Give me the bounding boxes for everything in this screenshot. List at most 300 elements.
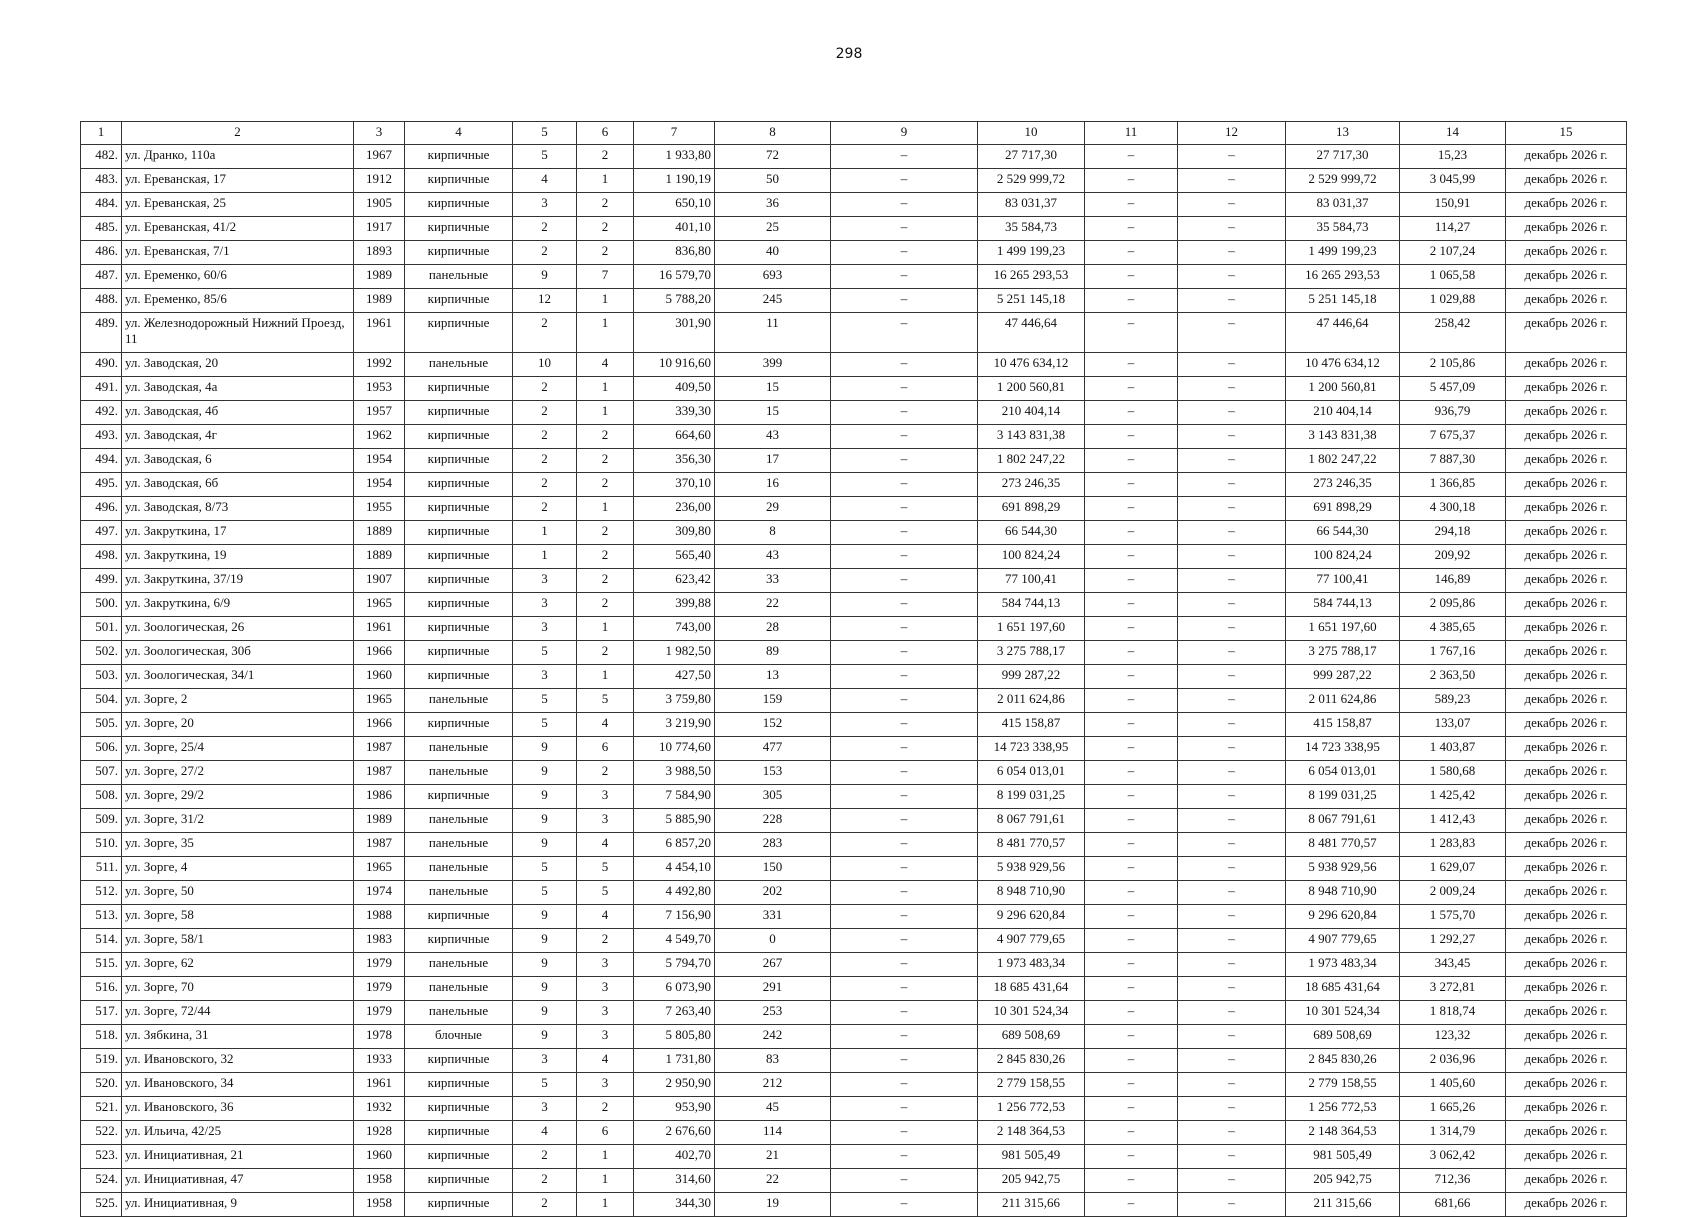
cost-total-cell: 100 824,24: [978, 545, 1085, 569]
deadline-cell: декабрь 2026 г.: [1506, 785, 1627, 809]
cost-per-m2-cell: 1 425,42: [1400, 785, 1506, 809]
deadline-cell: декабрь 2026 г.: [1506, 833, 1627, 857]
cost-col9-cell: –: [831, 929, 978, 953]
year-built-cell: 1907: [354, 569, 405, 593]
residents-cell: 16: [715, 473, 831, 497]
cost-col13-cell: 691 898,29: [1286, 497, 1400, 521]
residents-cell: 267: [715, 953, 831, 977]
residents-cell: 22: [715, 1169, 831, 1193]
cost-col13-cell: 18 685 431,64: [1286, 977, 1400, 1001]
year-built-cell: 1958: [354, 1193, 405, 1217]
cost-col12-cell: –: [1178, 929, 1286, 953]
area-cell: 4 454,10: [634, 857, 715, 881]
area-cell: 1 933,80: [634, 145, 715, 169]
cost-col12-cell: –: [1178, 1025, 1286, 1049]
cost-col13-cell: 1 499 199,23: [1286, 241, 1400, 265]
year-built-cell: 1960: [354, 665, 405, 689]
cost-col13-cell: 4 907 779,65: [1286, 929, 1400, 953]
entrances-cell: 2: [577, 425, 634, 449]
wall-material-cell: панельные: [405, 953, 513, 977]
cost-total-cell: 1 651 197,60: [978, 617, 1085, 641]
table-row: [81, 641, 1627, 665]
column-header-4: 4: [405, 122, 513, 145]
residents-cell: 291: [715, 977, 831, 1001]
cost-col13-cell: 10 301 524,34: [1286, 1001, 1400, 1025]
residents-cell: 150: [715, 857, 831, 881]
cost-col12-cell: –: [1178, 977, 1286, 1001]
cost-total-cell: 5 938 929,56: [978, 857, 1085, 881]
cost-col11-cell: –: [1085, 545, 1178, 569]
cost-col12-cell: –: [1178, 689, 1286, 713]
wall-material-cell: панельные: [405, 265, 513, 289]
residents-cell: 43: [715, 425, 831, 449]
row-number-cell: 516.: [81, 977, 122, 1001]
column-header-14: 14: [1400, 122, 1506, 145]
entrances-cell: 5: [577, 857, 634, 881]
cost-total-cell: 8 948 710,90: [978, 881, 1085, 905]
row-number-cell: 498.: [81, 545, 122, 569]
area-cell: 5 885,90: [634, 809, 715, 833]
cost-col13-cell: 1 256 772,53: [1286, 1097, 1400, 1121]
entrances-cell: 6: [577, 1121, 634, 1145]
entrances-cell: 2: [577, 761, 634, 785]
cost-col13-cell: 8 067 791,61: [1286, 809, 1400, 833]
year-built-cell: 1983: [354, 929, 405, 953]
residents-cell: 477: [715, 737, 831, 761]
cost-col13-cell: 210 404,14: [1286, 401, 1400, 425]
cost-col12-cell: –: [1178, 169, 1286, 193]
cost-col13-cell: 77 100,41: [1286, 569, 1400, 593]
address-cell: ул. Заводская, 4г: [122, 425, 354, 449]
cost-col13-cell: 27 717,30: [1286, 145, 1400, 169]
cost-total-cell: 47 446,64: [978, 313, 1085, 353]
cost-col9-cell: –: [831, 1097, 978, 1121]
address-cell: ул. Инициативная, 47: [122, 1169, 354, 1193]
cost-col13-cell: 1 651 197,60: [1286, 617, 1400, 641]
column-header-13: 13: [1286, 122, 1400, 145]
column-header-3: 3: [354, 122, 405, 145]
cost-col9-cell: –: [831, 1073, 978, 1097]
cost-col9-cell: –: [831, 833, 978, 857]
table-row: [81, 217, 1627, 241]
cost-col11-cell: –: [1085, 241, 1178, 265]
residents-cell: 399: [715, 353, 831, 377]
table-row: [81, 785, 1627, 809]
floors-cell: 12: [513, 289, 577, 313]
cost-col9-cell: –: [831, 761, 978, 785]
wall-material-cell: кирпичные: [405, 425, 513, 449]
floors-cell: 2: [513, 1169, 577, 1193]
wall-material-cell: кирпичные: [405, 473, 513, 497]
floors-cell: 5: [513, 713, 577, 737]
floors-cell: 9: [513, 809, 577, 833]
cost-col9-cell: –: [831, 569, 978, 593]
cost-col9-cell: –: [831, 665, 978, 689]
cost-col12-cell: –: [1178, 857, 1286, 881]
row-number-cell: 486.: [81, 241, 122, 265]
floors-cell: 9: [513, 905, 577, 929]
cost-col12-cell: –: [1178, 449, 1286, 473]
wall-material-cell: кирпичные: [405, 217, 513, 241]
column-header-2: 2: [122, 122, 354, 145]
floors-cell: 2: [513, 217, 577, 241]
address-cell: ул. Зорге, 70: [122, 977, 354, 1001]
row-number-cell: 504.: [81, 689, 122, 713]
cost-col9-cell: –: [831, 313, 978, 353]
address-cell: ул. Ереванская, 17: [122, 169, 354, 193]
cost-col9-cell: –: [831, 953, 978, 977]
cost-col11-cell: –: [1085, 521, 1178, 545]
cost-col13-cell: 35 584,73: [1286, 217, 1400, 241]
cost-col11-cell: –: [1085, 193, 1178, 217]
entrances-cell: 4: [577, 353, 634, 377]
area-cell: 650,10: [634, 193, 715, 217]
deadline-cell: декабрь 2026 г.: [1506, 977, 1627, 1001]
address-cell: ул. Еременко, 85/6: [122, 289, 354, 313]
cost-col12-cell: –: [1178, 353, 1286, 377]
cost-per-m2-cell: 712,36: [1400, 1169, 1506, 1193]
column-header-10: 10: [978, 122, 1085, 145]
residents-cell: 89: [715, 641, 831, 665]
floors-cell: 5: [513, 641, 577, 665]
cost-col11-cell: –: [1085, 425, 1178, 449]
table-row: [81, 593, 1627, 617]
deadline-cell: декабрь 2026 г.: [1506, 905, 1627, 929]
row-number-cell: 518.: [81, 1025, 122, 1049]
cost-total-cell: 999 287,22: [978, 665, 1085, 689]
cost-col9-cell: –: [831, 473, 978, 497]
table-row: [81, 425, 1627, 449]
row-number-cell: 523.: [81, 1145, 122, 1169]
area-cell: 10 774,60: [634, 737, 715, 761]
cost-per-m2-cell: 589,23: [1400, 689, 1506, 713]
table-row: [81, 1073, 1627, 1097]
cost-col9-cell: –: [831, 377, 978, 401]
entrances-cell: 3: [577, 1025, 634, 1049]
column-header-12: 12: [1178, 122, 1286, 145]
cost-col11-cell: –: [1085, 641, 1178, 665]
cost-col12-cell: –: [1178, 1073, 1286, 1097]
entrances-cell: 3: [577, 977, 634, 1001]
cost-col13-cell: 999 287,22: [1286, 665, 1400, 689]
deadline-cell: декабрь 2026 г.: [1506, 1097, 1627, 1121]
wall-material-cell: кирпичные: [405, 617, 513, 641]
entrances-cell: 5: [577, 881, 634, 905]
table-row: [81, 665, 1627, 689]
floors-cell: 2: [513, 497, 577, 521]
cost-total-cell: 205 942,75: [978, 1169, 1085, 1193]
address-cell: ул. Зорге, 25/4: [122, 737, 354, 761]
area-cell: 344,30: [634, 1193, 715, 1217]
cost-total-cell: 689 508,69: [978, 1025, 1085, 1049]
floors-cell: 9: [513, 977, 577, 1001]
floors-cell: 9: [513, 761, 577, 785]
cost-col12-cell: –: [1178, 241, 1286, 265]
area-cell: 3 988,50: [634, 761, 715, 785]
cost-col9-cell: –: [831, 1193, 978, 1217]
row-number-cell: 484.: [81, 193, 122, 217]
table-row: [81, 145, 1627, 169]
cost-per-m2-cell: 1 575,70: [1400, 905, 1506, 929]
entrances-cell: 1: [577, 377, 634, 401]
wall-material-cell: кирпичные: [405, 193, 513, 217]
entrances-cell: 2: [577, 217, 634, 241]
table-row: [81, 449, 1627, 473]
row-number-cell: 483.: [81, 169, 122, 193]
cost-total-cell: 691 898,29: [978, 497, 1085, 521]
cost-col13-cell: 3 275 788,17: [1286, 641, 1400, 665]
cost-col11-cell: –: [1085, 929, 1178, 953]
table-row: [81, 713, 1627, 737]
row-number-cell: 500.: [81, 593, 122, 617]
cost-per-m2-cell: 2 036,96: [1400, 1049, 1506, 1073]
cost-col12-cell: –: [1178, 313, 1286, 353]
row-number-cell: 513.: [81, 905, 122, 929]
cost-total-cell: 77 100,41: [978, 569, 1085, 593]
cost-per-m2-cell: 936,79: [1400, 401, 1506, 425]
table-row: [81, 1169, 1627, 1193]
table-row: [81, 569, 1627, 593]
table-row: [81, 545, 1627, 569]
residents-cell: 25: [715, 217, 831, 241]
row-number-cell: 520.: [81, 1073, 122, 1097]
cost-col13-cell: 8 948 710,90: [1286, 881, 1400, 905]
cost-per-m2-cell: 114,27: [1400, 217, 1506, 241]
cost-col9-cell: –: [831, 857, 978, 881]
residents-cell: 253: [715, 1001, 831, 1025]
cost-total-cell: 18 685 431,64: [978, 977, 1085, 1001]
cost-col11-cell: –: [1085, 377, 1178, 401]
cost-col11-cell: –: [1085, 449, 1178, 473]
year-built-cell: 1989: [354, 289, 405, 313]
floors-cell: 3: [513, 569, 577, 593]
cost-per-m2-cell: 1 767,16: [1400, 641, 1506, 665]
cost-per-m2-cell: 1 283,83: [1400, 833, 1506, 857]
cost-col11-cell: –: [1085, 785, 1178, 809]
residents-cell: 242: [715, 1025, 831, 1049]
cost-col12-cell: –: [1178, 833, 1286, 857]
year-built-cell: 1987: [354, 761, 405, 785]
entrances-cell: 2: [577, 473, 634, 497]
entrances-cell: 7: [577, 265, 634, 289]
cost-total-cell: 10 476 634,12: [978, 353, 1085, 377]
row-number-cell: 489.: [81, 313, 122, 353]
cost-col11-cell: –: [1085, 497, 1178, 521]
address-cell: ул. Закруткина, 19: [122, 545, 354, 569]
row-number-cell: 517.: [81, 1001, 122, 1025]
area-cell: 743,00: [634, 617, 715, 641]
area-cell: 10 916,60: [634, 353, 715, 377]
cost-total-cell: 9 296 620,84: [978, 905, 1085, 929]
cost-col12-cell: –: [1178, 521, 1286, 545]
cost-per-m2-cell: 3 062,42: [1400, 1145, 1506, 1169]
entrances-cell: 5: [577, 689, 634, 713]
deadline-cell: декабрь 2026 г.: [1506, 313, 1627, 353]
wall-material-cell: кирпичные: [405, 449, 513, 473]
wall-material-cell: кирпичные: [405, 929, 513, 953]
column-header-5: 5: [513, 122, 577, 145]
year-built-cell: 1954: [354, 473, 405, 497]
wall-material-cell: панельные: [405, 689, 513, 713]
area-cell: 2 950,90: [634, 1073, 715, 1097]
cost-col11-cell: –: [1085, 313, 1178, 353]
cost-col9-cell: –: [831, 497, 978, 521]
row-number-cell: 507.: [81, 761, 122, 785]
cost-col11-cell: –: [1085, 1169, 1178, 1193]
cost-col11-cell: –: [1085, 977, 1178, 1001]
year-built-cell: 1917: [354, 217, 405, 241]
wall-material-cell: кирпичные: [405, 377, 513, 401]
year-built-cell: 1978: [354, 1025, 405, 1049]
residents-cell: 212: [715, 1073, 831, 1097]
wall-material-cell: панельные: [405, 833, 513, 857]
deadline-cell: декабрь 2026 г.: [1506, 593, 1627, 617]
deadline-cell: декабрь 2026 г.: [1506, 1121, 1627, 1145]
residents-cell: 0: [715, 929, 831, 953]
cost-total-cell: 35 584,73: [978, 217, 1085, 241]
cost-col13-cell: 2 148 364,53: [1286, 1121, 1400, 1145]
entrances-cell: 2: [577, 593, 634, 617]
entrances-cell: 4: [577, 1049, 634, 1073]
floors-cell: 9: [513, 929, 577, 953]
address-cell: ул. Зябкина, 31: [122, 1025, 354, 1049]
residents-cell: 36: [715, 193, 831, 217]
table-row: [81, 929, 1627, 953]
table-body: [81, 145, 1627, 1217]
row-number-cell: 496.: [81, 497, 122, 521]
row-number-cell: 487.: [81, 265, 122, 289]
address-cell: ул. Зорге, 62: [122, 953, 354, 977]
cost-col12-cell: –: [1178, 473, 1286, 497]
wall-material-cell: кирпичные: [405, 641, 513, 665]
cost-col12-cell: –: [1178, 713, 1286, 737]
deadline-cell: декабрь 2026 г.: [1506, 689, 1627, 713]
deadline-cell: декабрь 2026 г.: [1506, 737, 1627, 761]
deadline-cell: декабрь 2026 г.: [1506, 521, 1627, 545]
table-header: [81, 122, 1627, 145]
cost-col12-cell: –: [1178, 881, 1286, 905]
entrances-cell: 6: [577, 737, 634, 761]
entrances-cell: 4: [577, 905, 634, 929]
address-cell: ул. Инициативная, 9: [122, 1193, 354, 1217]
floors-cell: 2: [513, 473, 577, 497]
row-number-cell: 506.: [81, 737, 122, 761]
cost-col9-cell: –: [831, 1121, 978, 1145]
table-row: [81, 833, 1627, 857]
cost-col9-cell: –: [831, 593, 978, 617]
year-built-cell: 1928: [354, 1121, 405, 1145]
area-cell: 5 794,70: [634, 953, 715, 977]
cost-per-m2-cell: 1 029,88: [1400, 289, 1506, 313]
table-row: [81, 809, 1627, 833]
floors-cell: 5: [513, 1073, 577, 1097]
wall-material-cell: кирпичные: [405, 593, 513, 617]
address-cell: ул. Зорге, 31/2: [122, 809, 354, 833]
cost-col12-cell: –: [1178, 569, 1286, 593]
cost-per-m2-cell: 294,18: [1400, 521, 1506, 545]
table-row: [81, 857, 1627, 881]
cost-total-cell: 3 275 788,17: [978, 641, 1085, 665]
residents-cell: 283: [715, 833, 831, 857]
deadline-cell: декабрь 2026 г.: [1506, 1073, 1627, 1097]
floors-cell: 2: [513, 1145, 577, 1169]
wall-material-cell: панельные: [405, 353, 513, 377]
address-cell: ул. Зоологическая, 30б: [122, 641, 354, 665]
cost-col11-cell: –: [1085, 217, 1178, 241]
cost-total-cell: 981 505,49: [978, 1145, 1085, 1169]
year-built-cell: 1932: [354, 1097, 405, 1121]
floors-cell: 2: [513, 313, 577, 353]
address-cell: ул. Зоологическая, 34/1: [122, 665, 354, 689]
table-row: [81, 1001, 1627, 1025]
cost-col9-cell: –: [831, 881, 978, 905]
address-cell: ул. Заводская, 6: [122, 449, 354, 473]
year-built-cell: 1960: [354, 1145, 405, 1169]
row-number-cell: 505.: [81, 713, 122, 737]
cost-col9-cell: –: [831, 641, 978, 665]
cost-col12-cell: –: [1178, 1169, 1286, 1193]
year-built-cell: 1889: [354, 545, 405, 569]
cost-total-cell: 66 544,30: [978, 521, 1085, 545]
row-number-cell: 492.: [81, 401, 122, 425]
cost-col9-cell: –: [831, 353, 978, 377]
entrances-cell: 4: [577, 713, 634, 737]
cost-col11-cell: –: [1085, 1001, 1178, 1025]
table-row: [81, 169, 1627, 193]
address-cell: ул. Зоологическая, 26: [122, 617, 354, 641]
cost-col12-cell: –: [1178, 953, 1286, 977]
column-header-11: 11: [1085, 122, 1178, 145]
entrances-cell: 3: [577, 953, 634, 977]
deadline-cell: декабрь 2026 г.: [1506, 401, 1627, 425]
deadline-cell: декабрь 2026 г.: [1506, 1025, 1627, 1049]
cost-col9-cell: –: [831, 145, 978, 169]
cost-per-m2-cell: 1 292,27: [1400, 929, 1506, 953]
wall-material-cell: панельные: [405, 1001, 513, 1025]
entrances-cell: 1: [577, 289, 634, 313]
cost-per-m2-cell: 1 580,68: [1400, 761, 1506, 785]
address-cell: ул. Заводская, 4б: [122, 401, 354, 425]
address-cell: ул. Дранко, 110а: [122, 145, 354, 169]
row-number-cell: 488.: [81, 289, 122, 313]
residents-cell: 305: [715, 785, 831, 809]
area-cell: 16 579,70: [634, 265, 715, 289]
cost-col11-cell: –: [1085, 713, 1178, 737]
cost-per-m2-cell: 2 105,86: [1400, 353, 1506, 377]
address-cell: ул. Зорге, 4: [122, 857, 354, 881]
table-row: [81, 977, 1627, 1001]
table-row: [81, 377, 1627, 401]
residents-cell: 50: [715, 169, 831, 193]
deadline-cell: декабрь 2026 г.: [1506, 761, 1627, 785]
area-cell: 3 219,90: [634, 713, 715, 737]
table-row: [81, 1145, 1627, 1169]
cost-col9-cell: –: [831, 809, 978, 833]
cost-col9-cell: –: [831, 1049, 978, 1073]
year-built-cell: 1987: [354, 737, 405, 761]
residents-cell: 13: [715, 665, 831, 689]
deadline-cell: декабрь 2026 г.: [1506, 449, 1627, 473]
table-row: [81, 265, 1627, 289]
housing-table: [80, 121, 1627, 1217]
cost-per-m2-cell: 258,42: [1400, 313, 1506, 353]
cost-per-m2-cell: 5 457,09: [1400, 377, 1506, 401]
area-cell: 2 676,60: [634, 1121, 715, 1145]
cost-total-cell: 8 067 791,61: [978, 809, 1085, 833]
residents-cell: 29: [715, 497, 831, 521]
address-cell: ул. Заводская, 8/73: [122, 497, 354, 521]
cost-col13-cell: 415 158,87: [1286, 713, 1400, 737]
